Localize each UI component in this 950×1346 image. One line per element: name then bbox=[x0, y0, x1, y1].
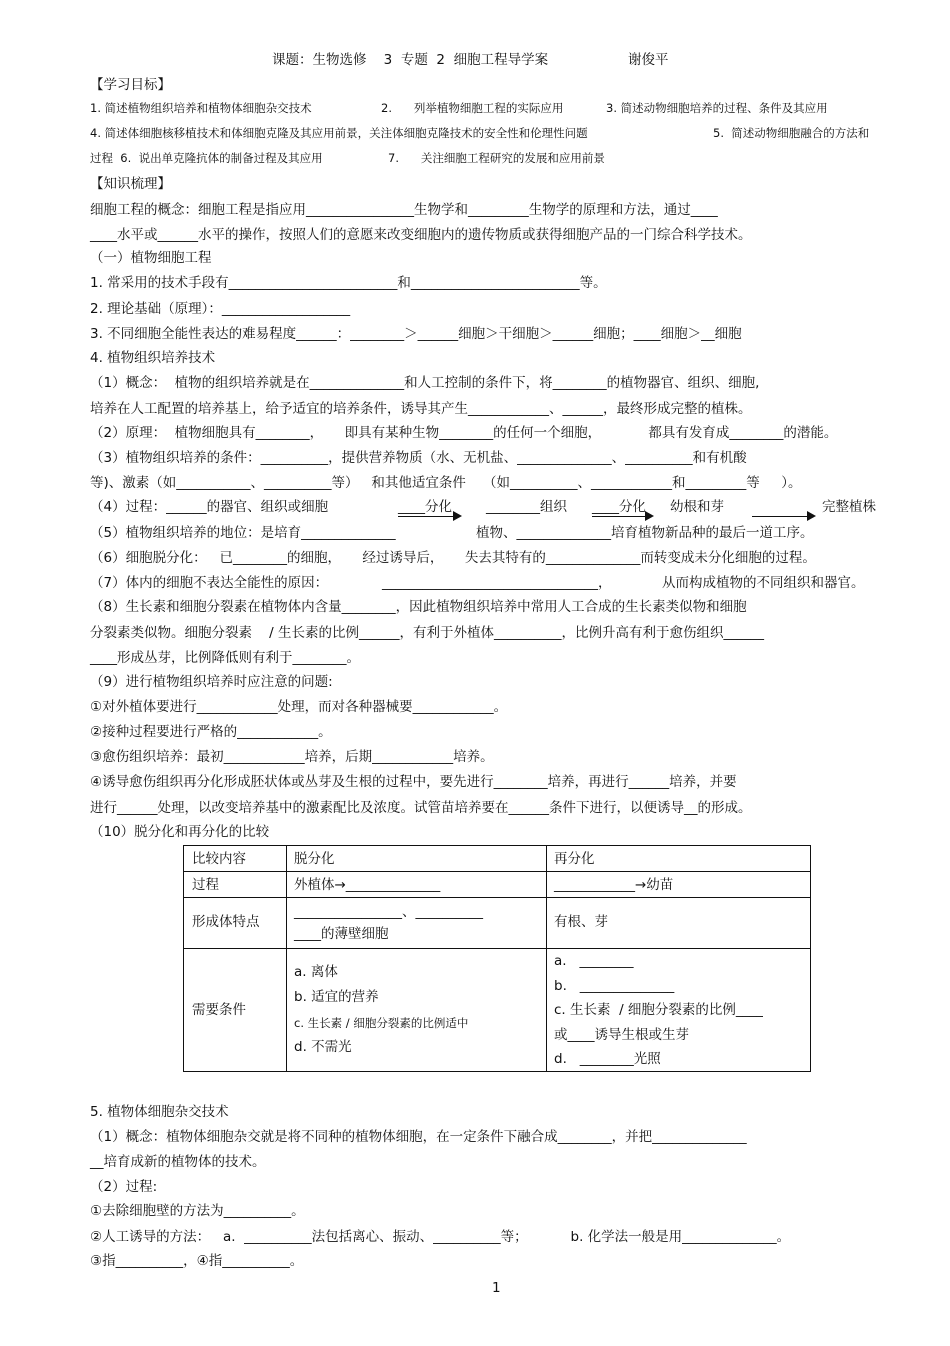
point-7-part-1: （7）体内的细胞不表达全能性的原因： bbox=[90, 575, 329, 591]
table-cell: b. ______________ bbox=[554, 978, 675, 994]
table-cell: ________________、__________ bbox=[294, 904, 483, 920]
point-9: （9）进行植物组织培养时应注意的问题: bbox=[90, 674, 333, 690]
point-5-part-1: （5）植物组织培养的地位：是培育______________ bbox=[90, 525, 396, 541]
point-7-part-2: ________________________________， bbox=[382, 575, 612, 591]
table-header-dedifferentiation: 脱分化 bbox=[294, 851, 335, 867]
section-5-process-item-1: ①去除细胞壁的方法为__________。 bbox=[90, 1203, 305, 1219]
point-3-line-2: 等)、激素（如___________、__________等） 和其他适宜条件 （如__________、____________和_________等 ）。 bbox=[90, 475, 802, 491]
objective-6: 过程 6. 说出单克隆抗体的制备过程及其应用 bbox=[90, 151, 323, 165]
document-title: 课题：生物选修 3 专题 2 细胞工程导学案 bbox=[272, 52, 549, 68]
table-row-conditions-label: 需要条件 bbox=[192, 1002, 246, 1018]
point-5-part-2: 植物、______________培育植物新品种的最后一道工序。 bbox=[476, 525, 814, 541]
table-cell: b. 适宜的营养 bbox=[294, 989, 379, 1005]
table-divider bbox=[184, 948, 810, 949]
process-step-dediff: ____分化 bbox=[398, 499, 452, 515]
objective-4: 4. 简述体细胞核移植技术和体细胞克隆及其应用前景，关注体细胞克隆技术的安全性和伦理性问题 bbox=[90, 126, 588, 140]
table-divider bbox=[546, 846, 547, 1071]
table-divider bbox=[184, 897, 810, 898]
item-4: 4. 植物组织培养技术 bbox=[90, 350, 216, 366]
table-cell: d. 不需光 bbox=[294, 1039, 352, 1055]
objective-2: 2. 列举植物细胞工程的实际应用 bbox=[381, 101, 564, 115]
concept-line-2: ____水平或______水平的操作，按照人们的意愿来改变细胞内的遗传物质或获得细胞产品的一门综合科学技术。 bbox=[90, 227, 752, 243]
process-step-tissue: ________组织 bbox=[486, 499, 567, 515]
table-cell: c. 生长素 / 细胞分裂素的比例适中 bbox=[294, 1016, 469, 1030]
table-cell: c. 生长素 / 细胞分裂素的比例____ bbox=[554, 1002, 763, 1018]
page-number: 1 bbox=[492, 1280, 501, 1296]
table-cell: a. ________ bbox=[554, 953, 634, 969]
point-9-item-2: ②接种过程要进行严格的____________。 bbox=[90, 724, 332, 740]
section-plant-cell-engineering: （一）植物细胞工程 bbox=[90, 250, 212, 266]
table-header-redifferentiation: 再分化 bbox=[554, 851, 595, 867]
item-3: 3. 不同细胞全能性表达的难易程度______：________＞______细胞＞干细胞＞______细胞；____细胞＞__细胞 bbox=[90, 326, 742, 342]
point-9-item-4-line-1: ④诱导愈伤组织再分化形成胚状体或丛芽及生根的过程中，要先进行________培养，再进行______培养，并要 bbox=[90, 774, 737, 790]
section-5-process: （2）过程: bbox=[90, 1179, 158, 1195]
point-9-item-1: ①对外植体要进行____________处理，而对各种器械要____________。 bbox=[90, 699, 508, 715]
section-5-concept-line-1: （1）概念：植物体细胞杂交就是将不同种的植物体细胞，在一定条件下融合成________，并把______________ bbox=[90, 1129, 747, 1145]
table-cell: 有根、芽 bbox=[554, 914, 608, 930]
section-5-title: 5. 植物体细胞杂交技术 bbox=[90, 1104, 229, 1120]
process-step-plant: 完整植株 bbox=[822, 499, 876, 515]
table-header-item: 比较内容 bbox=[192, 851, 246, 867]
table-divider bbox=[286, 846, 287, 1071]
point-8-line-1: （8）生长素和细胞分裂素在植物体内含量________，因此植物组织培养中常用人工合成的生长素类似物和细胞 bbox=[90, 599, 747, 615]
table-row-process-label: 过程 bbox=[192, 877, 219, 893]
process-step-roots-buds: 幼根和芽 bbox=[670, 499, 724, 515]
table-cell: 或____诱导生根或生芽 bbox=[554, 1027, 689, 1043]
point-6: （6）细胞脱分化： 已________的细胞， 经过诱导后， 失去其特有的______________而转变成未分化细胞的过程。 bbox=[90, 550, 816, 566]
point-2: （2）原理： 植物细胞具有________， 即具有某种生物________的任何一个细胞， 都具有发育成________的潜能。 bbox=[90, 425, 838, 441]
point-9-item-4-line-2: 进行______处理，以改变培养基中的激素配比及浓度。试管苗培养要在______条件下进行，以便诱导__的形成。 bbox=[90, 800, 752, 816]
item-2: 2. 理论基础（原理）：___________________ bbox=[90, 301, 351, 317]
point-7-part-3: 从而构成植物的不同组织和器官。 bbox=[662, 575, 865, 591]
point-10: （10）脱分化和再分化的比较 bbox=[90, 824, 270, 840]
table-cell: 外植体→______________ bbox=[294, 877, 441, 893]
process-arrow-2 bbox=[592, 516, 652, 517]
table-cell: d. ________光照 bbox=[554, 1051, 661, 1067]
point-8-line-2: 分裂素类似物。细胞分裂素 / 生长素的比例______，有利于外植体__________，比例升高有利于愈伤组织______ bbox=[90, 625, 765, 641]
point-1-line-1: （1）概念： 植物的组织培养就是在______________和人工控制的条件下，将________的植物器官、组织、细胞, bbox=[90, 375, 760, 391]
section-5-concept-line-2: __培育成新的植物体的技术。 bbox=[90, 1154, 266, 1170]
point-9-item-3: ③愈伤组织培养：最初____________培养，后期____________培养。 bbox=[90, 749, 494, 765]
process-step-rediff: ____分化 bbox=[592, 499, 646, 515]
process-arrow-1 bbox=[398, 516, 460, 517]
point-4-label: （4）过程：______的器官、组织或细胞 bbox=[90, 499, 329, 515]
process-arrow-3 bbox=[752, 516, 814, 517]
objective-3: 3. 简述动物细胞培养的过程、条件及其应用 bbox=[606, 101, 828, 115]
table-row-features-label: 形成体特点 bbox=[192, 914, 260, 930]
point-8-line-3: ____形成丛芽，比例降低则有利于________。 bbox=[90, 650, 360, 666]
objectives-heading: 【学习目标】 bbox=[90, 77, 171, 93]
author-name: 谢俊平 bbox=[628, 52, 669, 68]
table-cell: ____的薄壁细胞 bbox=[294, 926, 389, 942]
table-divider bbox=[184, 871, 810, 872]
point-3-line-1: （3）植物组织培养的条件：__________，提供营养物质（水、无机盐、______________、__________和有机酸 bbox=[90, 450, 747, 466]
section-5-process-item-3: ③指__________，④指__________。 bbox=[90, 1253, 304, 1269]
knowledge-heading: 【知识梳理】 bbox=[90, 176, 171, 192]
comparison-table bbox=[183, 845, 811, 1072]
item-1: 1. 常采用的技术手段有_________________________和_________________________等。 bbox=[90, 275, 607, 291]
point-1-line-2: 培养在人工配置的培养基上，给予适宜的培养条件，诱导其产生____________、______，最终形成完整的植株。 bbox=[90, 401, 752, 417]
table-cell: ____________→幼苗 bbox=[554, 877, 674, 893]
objective-7: 7. 关注细胞工程研究的发展和应用前景 bbox=[388, 151, 605, 165]
table-cell: a. 离体 bbox=[294, 964, 338, 980]
objective-1: 1. 简述植物组织培养和植物体细胞杂交技术 bbox=[90, 101, 312, 115]
section-5-process-item-2: ②人工诱导的方法： a. __________法包括离心、振动、__________等； b. 化学法一般是用______________。 bbox=[90, 1229, 791, 1245]
objective-5: 5. 简述动物细胞融合的方法和 bbox=[713, 126, 870, 140]
concept-line-1: 细胞工程的概念：细胞工程是指应用________________生物学和_________生物学的原理和方法，通过____ bbox=[90, 202, 718, 218]
